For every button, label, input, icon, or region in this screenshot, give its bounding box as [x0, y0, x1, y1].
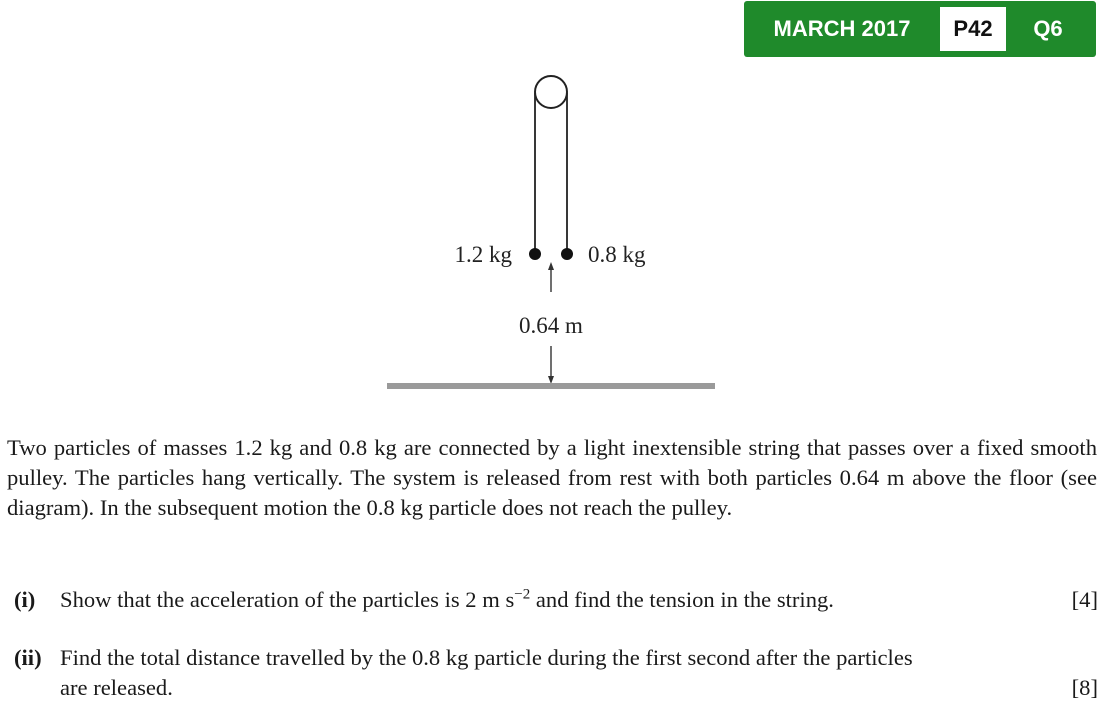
particle-right [561, 248, 573, 260]
particle-left [529, 248, 541, 260]
part-marks: [8] [1071, 675, 1098, 700]
part-number: (i) [14, 587, 36, 612]
question-stem: Two particles of masses 1.2 kg and 0.8 kg are connected by a light inextensible string that passes over a fixed smooth pulley. The particles hang vertically. The system is released from rest with both particles 0.64 m above the floor (see diagram). In the subsequent motion the 0.8 kg particle does not reach the pulley. [7, 435, 1097, 520]
part-text: Find the total distance travelled by the 0.8 kg particle during the first second after the particles [60, 645, 913, 670]
height-label: 0.64 m [519, 313, 583, 338]
question-label: Q6 [1033, 16, 1063, 41]
height-arrow-down-head [548, 376, 554, 384]
mass-right-label: 0.8 kg [588, 242, 646, 267]
mass-left-label: 1.2 kg [454, 242, 512, 267]
question-part-ii [14, 643, 1098, 703]
pulley-wheel [535, 76, 567, 108]
question-part-i [14, 585, 1098, 615]
paper-label: P42 [940, 7, 1006, 51]
part-number: (ii) [14, 645, 42, 670]
floor [387, 383, 715, 389]
part-marks: [4] [1071, 587, 1098, 612]
part-text: Show that the acceleration of the particles is 2 m $s^{-2}$ and find the tension in the string. [60, 586, 834, 612]
session-label: MARCH 2017 [773, 16, 911, 41]
part-text-continued: are released. [60, 675, 173, 700]
height-arrow-up-head [548, 262, 554, 270]
